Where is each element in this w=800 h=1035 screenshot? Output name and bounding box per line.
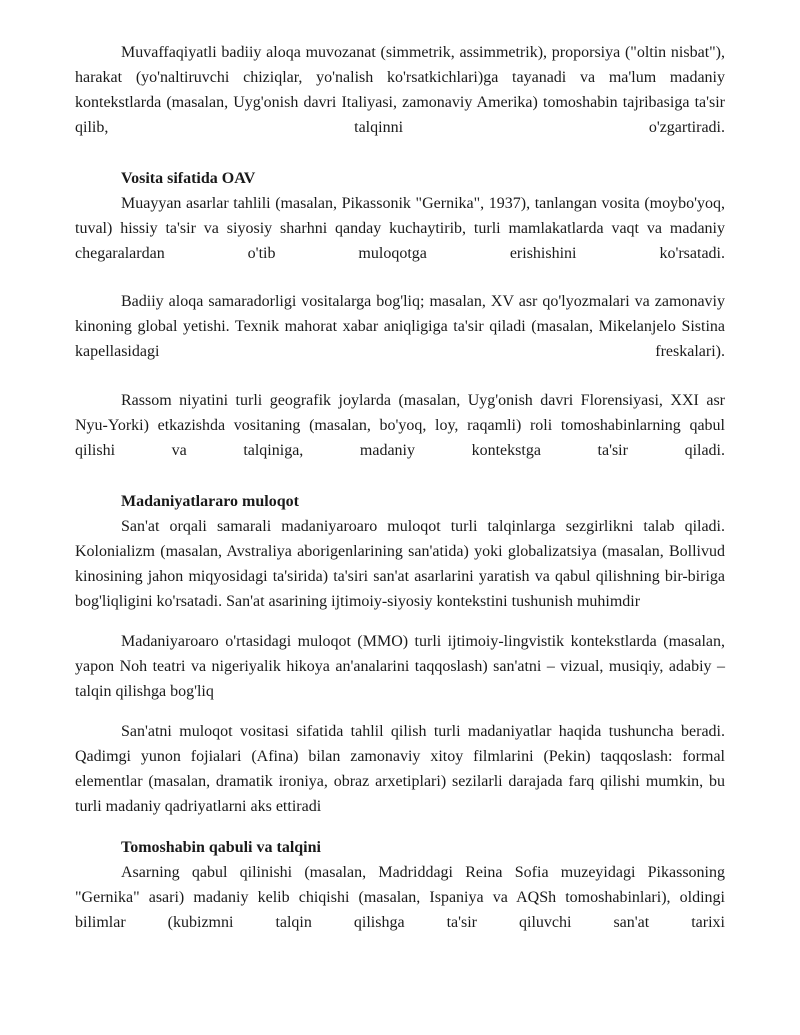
paragraph-artist-intent: Rassom niyatini turli geografik joylarda (masalan, Uyg'onish davri Florensiyasi, XXI asr Nyu-Yorki) etkazishda vositaning (masalan, bo'yoq, loy, raqamli) roli tomoshabinlarning qabul qilishi va talqiniga, madaniy kontekstga ta'sir qiladi. xyxy=(75,392,725,459)
paragraph-composition: Muvaffaqiyatli badiiy aloqa muvozanat (simmetrik, assimmetrik), proporsiya ("oltin nisbat"), harakat (yo'naltiruvchi chiziqlar, yo'nalish ko'rsatkichlari)ga tayanadi va ma'lum madaniy kontekstlarda (masalan, Uyg'onish davri Italiyasi, zamonaviy Amerika) tomoshabin tajribasiga ta'sir qilib, talqinni o'zgartiradi. xyxy=(75,44,725,136)
heading-intercultural: Madaniyatlararo muloqot xyxy=(121,493,299,510)
paragraph-mmo: Madaniyaroaro o'rtasidagi muloqot (MMO) turli ijtimoiy-lingvistik kontekstlarda (masalan, yapon Noh teatri va nigeriyalik hikoya an'analarini taqqoslash) san'atni – vizual, musiqiy, adabiy – talqin qilishga bog'liq xyxy=(75,633,725,700)
heading-media: Vosita sifatida OAV xyxy=(121,170,256,187)
paragraph-media-effectiveness: Badiiy aloqa samaradorligi vositalarga bog'liq; masalan, XV asr qo'lyozmalari va zamonaviy kinoning global yetishi. Texnik mahorat xabar aniqligiga ta'sir qiladi (masalan, Mikelanjelo Sistina kapellasidagi freskalari). xyxy=(75,293,725,360)
document-page xyxy=(75,40,725,935)
paragraph-art-analysis: San'atni muloqot vositasi sifatida tahlil qilish turli madaniyatlar haqida tushuncha beradi. Qadimgi yunon fojialari (Afina) bilan zamonaviy xitoy filmlarini (Pekin) taqqoslash: formal elementlar (masalan, dramatik ironiya, obraz arxetiplari) sezilarli darajada farq qilishi mumkin, bu turli madaniy qadriyatlarni aks ettiradi xyxy=(75,723,725,815)
heading-reception: Tomoshabin qabuli va talqini xyxy=(121,839,321,856)
paragraph-guernica-media: Muayyan asarlar tahlili (masalan, Pikassonik "Gernika", 1937), tanlangan vosita (moybo'yoq, tuval) hissiy ta'sir va siyosiy sharhni qanday kuchaytirib, turli mamlakatlarda vaqt va madaniy chegaralardan o'tib muloqotga erishishini ko'rsatadi. xyxy=(75,195,725,262)
paragraph-intercultural-sensitivity: San'at orqali samarali madaniyaroaro muloqot turli talqinlarga sezgirlikni talab qiladi. Kolonializm (masalan, Avstraliya aborigenlarining san'atida) yoki globalizatsiya (masalan, Bollivud kinosining jahon miqyosidagi ta'sirida) ta'siri san'at asarlarini yaratish va qabul qilishning bir-biriga bog'liqligini ko'rsatadi. San'at asarining ijtimoiy-siyosiy kontekstini tushunish muhimdir xyxy=(75,518,725,610)
paragraph-reception: Asarning qabul qilinishi (masalan, Madriddagi Reina Sofia muzeyidagi Pikassoning "Gernika" asari) madaniy kelib chiqishi (masalan, Ispaniya va AQSh tomoshabinlari), oldingi bilimlar (kubizmni talqin qilishga ta'sir qiluvchi san'at tarixi xyxy=(75,864,725,931)
